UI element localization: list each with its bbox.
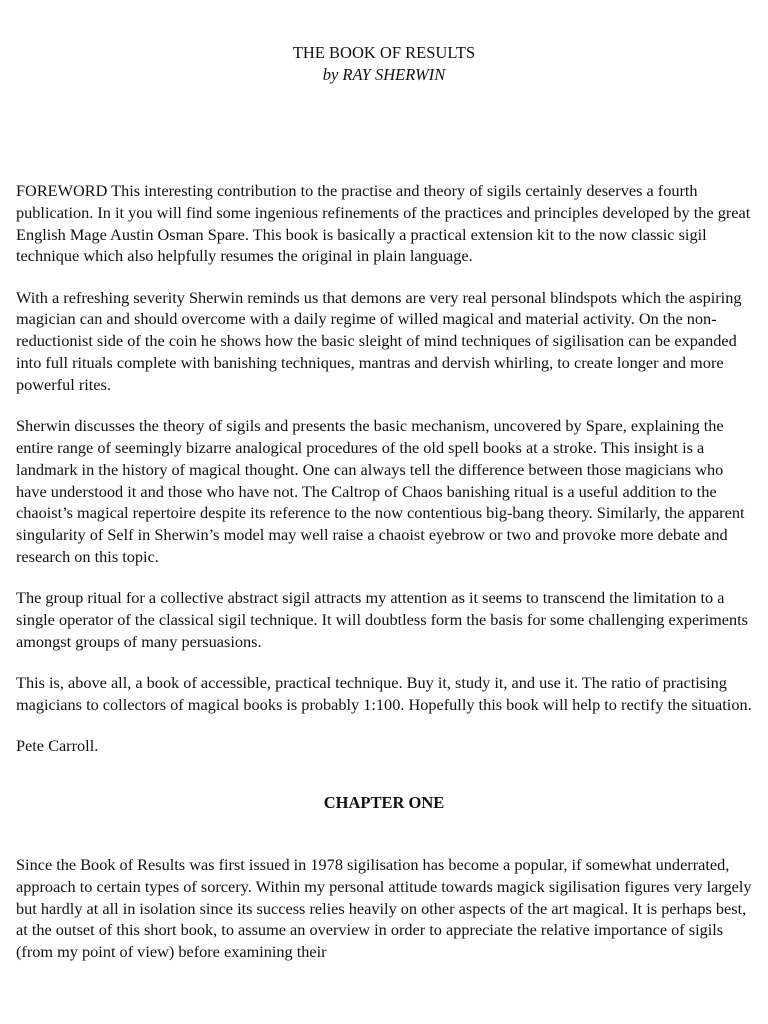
foreword-paragraph: The group ritual for a collective abstract sigil attracts my attention as it seems to transcend the limitation to a single operator of the classical sigil technique. It will doubtless form the basis for some challenging experiments amongst groups of many persuasions. <box>16 588 749 651</box>
foreword-paragraph: FOREWORD This interesting contribution to the practise and theory of sigils certainly deserves a fourth publication. In it you will find some ingenious refinements of the practices and principles developed by the great English Mage Austin Osman Spare. This book is basically a practical extension kit to the now classic sigil technique which also helpfully resumes the original in plain language. <box>16 181 751 266</box>
foreword-paragraph: This is, above all, a book of accessible, practical technique. Buy it, study it, and use it. The ratio of practising magicians to collectors of magical books is probably 1:100. Hopefully this book will help to rectify the situation. <box>16 673 752 714</box>
foreword-paragraph: With a refreshing severity Sherwin reminds us that demons are very real personal blindspots which the aspiring magician can and should overcome with a daily regime of willed magical and material activity. On the non-reductionist side of the coin he shows how the basic sleight of mind techniques of sigilisation can be expanded into full rituals complete with banishing techniques, mantras and dervish whirling, to create longer and more powerful rites. <box>16 287 742 394</box>
foreword-signature: Pete Carroll. <box>16 736 99 756</box>
foreword-paragraph: Sherwin discusses the theory of sigils and presents the basic mechanism, uncovered by Spare, explaining the entire range of seemingly bizarre analogical procedures of the old spell books at a stroke. This insight is a landmark in the history of magical thought. One can always tell the difference between those magicians who have understood it and those who have not. The Caltrop of Chaos banishing ritual is a useful addition to the chaoist’s magical repertoire despite its reference to the now contentious big-bang theory. Similarly, the apparent singularity of Self in Sherwin’s model may well raise a chaoist eyebrow or two and provoke more debate and research on this topic. <box>16 416 745 566</box>
chapter-section <box>16 854 756 982</box>
book-title: THE BOOK OF RESULTS <box>292 43 476 62</box>
book-author: by RAY SHERWIN <box>322 65 446 84</box>
chapter-paragraph: Since the Book of Results was first issued in 1978 sigilisation has become a popular, if somewhat underrated, approach to certain types of sorcery. Within my personal attitude towards magick sigilisation figures very largely but hardly at all in isolation since its success relies heavily on other aspects of the art magical. It is perhaps best, at the outset of this short book, to assume an overview in order to appreciate the relative importance of sigils (from my point of view) before examining their <box>16 855 752 962</box>
foreword-section <box>16 180 756 777</box>
title-block <box>0 42 768 86</box>
chapter-heading: CHAPTER ONE <box>323 793 445 812</box>
